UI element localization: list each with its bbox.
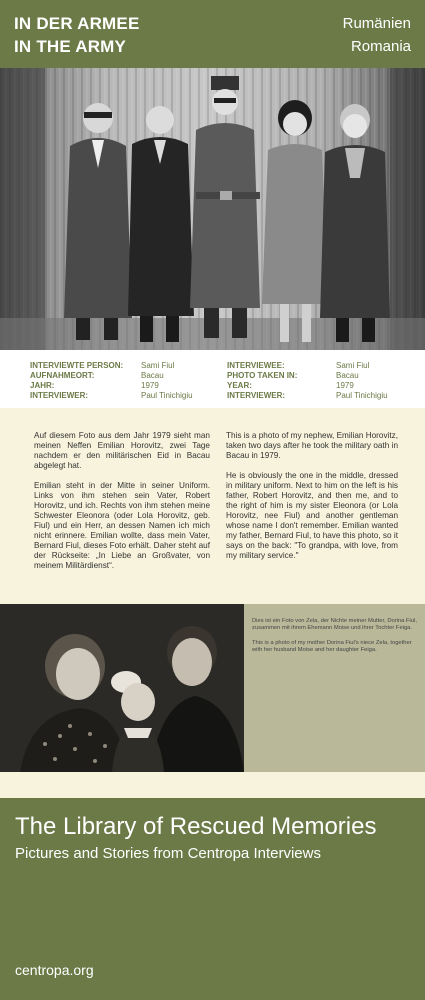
info-labels-english: INTERVIEWEE: PHOTO TAKEN IN: YEAR: INTERVIEWER:	[227, 361, 298, 400]
info-values-english: Sami Fiul Bacau 1979 Paul Tinichigiu	[336, 361, 388, 400]
group-photo-image	[0, 68, 425, 350]
group-photo	[0, 68, 425, 350]
caption-english: This is a photo of my mother Dorina Fiul's niece Zela, together with her husband Moise and her daughter Feiga.	[252, 640, 412, 653]
interview-info	[0, 350, 425, 408]
family-photo	[0, 604, 244, 772]
country-german: Rumänien	[342, 15, 411, 32]
info-values-german: Sami Fiul Bacau 1979 Paul Tinichigiu	[141, 361, 193, 400]
photo-caption	[244, 604, 425, 772]
divider-strip	[0, 772, 425, 798]
header-bar	[0, 0, 425, 68]
website-link[interactable]: centropa.org	[15, 962, 94, 978]
story-section	[0, 408, 425, 604]
info-labels-german: INTERVIEWTE PERSON: AUFNAHMEORT: JAHR: INTERVIEWER:	[30, 361, 124, 400]
story-english-paragraph: He is obviously the one in the middle, dressed in military uniform. Next to him on the left is his father, Robert Horovitz, and then me, and to the right of him is my sister Eleonora (or Lola Horovitz, nee Fiul) and another gentleman whose name I don't remember. Emilian wanted my father, Bernard Fiul, to have this photo, so it says on the back: "To grandpa, with love, from my military service."	[226, 471, 398, 560]
story-german-paragraph: Auf diesem Foto aus dem Jahr 1979 sieht man meinen Neffen Emilian Horovitz, zwei Tage nachdem er den militärischen Eid in Bacau abgelegt hat.	[34, 431, 210, 470]
story-english-paragraph: This is a photo of my nephew, Emilian Horovitz, taken two days after he took the military oath in Bacau in 1979.	[226, 431, 399, 460]
library-subtitle: Pictures and Stories from Centropa Interviews	[15, 845, 321, 862]
title-english: IN THE ARMY	[14, 37, 127, 56]
library-title: The Library of Rescued Memories	[15, 813, 377, 840]
second-photo-band	[0, 604, 425, 772]
caption-german: Dies ist ein Foto von Zela, der Nichte meiner Mutter, Dorina Fiul, zusammen mit ihrem Ehemann Moise und ihrer Tochter Feiga.	[252, 618, 417, 631]
story-german	[34, 431, 210, 581]
country-english: Romania	[350, 38, 411, 55]
story-english	[226, 431, 398, 571]
story-german-paragraph: Emilian steht in der Mitte in seiner Uniform. Links von ihm stehen sein Vater, Robert Horovitz, und ich. Rechts von ihm stehen meine Schwester Eleonora (oder Lola Horovitz, geb. Fiul) und ein Herr, an dessen Namen ich mich nicht erinnere. Emilian wollte, dass mein Vater, Bernard Fiul, dieses Foto erhält. Daher steht auf der Rückseite: „In Liebe an Großvater, von meinem Militärdienst“.	[34, 481, 210, 570]
footer	[0, 798, 425, 1000]
title-german: IN DER ARMEE	[14, 14, 140, 33]
family-photo-image	[0, 604, 244, 772]
